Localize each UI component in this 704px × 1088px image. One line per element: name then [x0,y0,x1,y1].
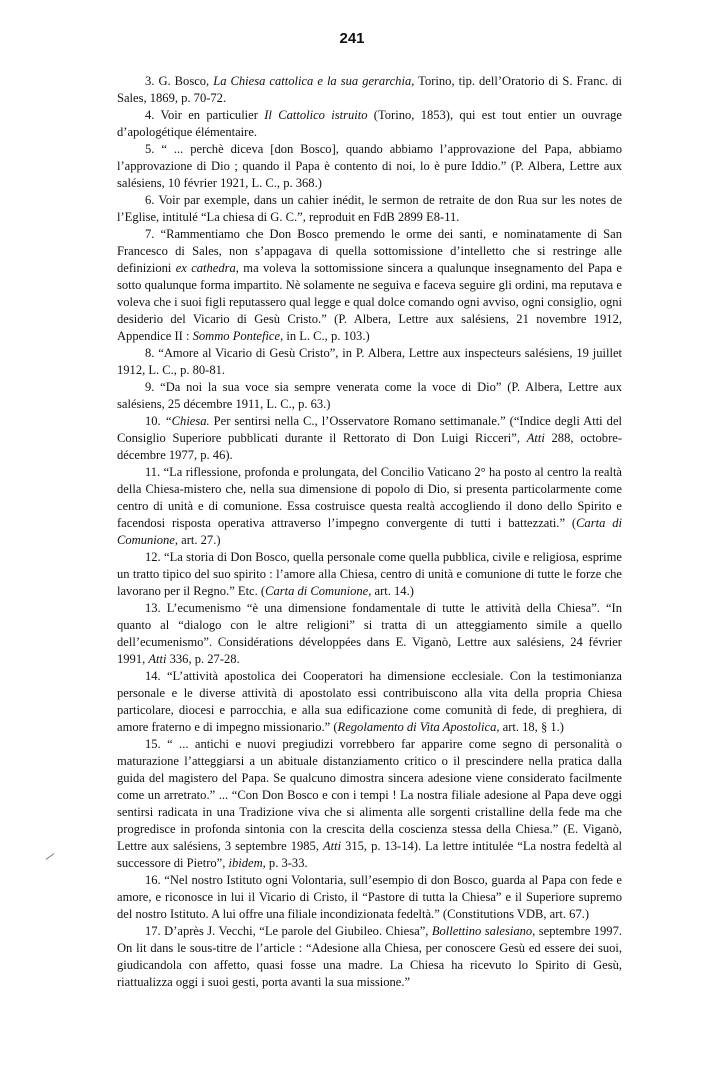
footnote-number: 8 [145,346,152,360]
footnote-text: 315, p. 13-14). La lettre intitulée “La nostra fedeltà al successore di Pietro”, [117,839,622,870]
footnote-text: “La storia di Don Bosco, quella personale come quella pubblica, civile e religiosa, esprime un tratto tipico del suo spirito : l’amore alla Chiesa, centro di unità e comunione di tutte le forze che lavorano per il Regno.” Etc. ( [117,550,622,598]
footnote: 5. “ ... perchè diceva [don Bosco], quando abbiamo l’approvazione del Papa, abbiamo l’approvazione di Dio ; quando il Papa è contento di noi, lo è pure Iddio.” (P. Albera, Lettre aux salésiens, 10 février 1921, L. C., p. 368.) [117,142,622,190]
footnote-number: 11 [145,465,158,479]
footnote-italic-text: Il Cattolico istruito [264,108,368,122]
page-number: 241 [339,30,365,47]
footnote-number: 13 [145,601,158,615]
footnote-text: (Torino, 1853), qui est tout entier un ouvrage d’apologétique élémentaire. [117,108,622,139]
footnote-number: 16 [145,873,158,887]
footnote-text: “Nel nostro Istituto ogni Volontaria, sull’esempio di don Bosco, guarda al Papa con fede e amore, e riconosce in lui il Vicario di Cristo, il “Pastore di tutta la Chiesa” e il Superiore supremo del nostro Istituto. A lui offre una filiale incondizionata fedeltà.” (Constitutions VDB, art. 67.) [117,873,622,921]
footnote: 3. G. Bosco, La Chiesa cattolica e la sua gerarchia, Torino, tip. dell’Oratorio di S. Franc. di Sales, 1869, p. 70-72. [117,74,622,105]
footnote-text: “ ... perchè diceva [don Bosco], quando abbiamo l’approvazione del Papa, abbiamo l’approvazione di Dio ; quando il Papa è contento di noi, lo è pure Iddio.” (P. Albera, Lettre aux salésiens, 10 février 1921, L. C., p. 368.) [117,142,622,190]
footnote: 11. “La riflessione, profonda e prolungata, del Concilio Vaticano 2° ha posto al centro la realtà della Chiesa-mistero che, nella sua dimensione di popolo di Dio, si presenta particolarmente come centro di unità e di comunione. Essa costruisce questa realtà accogliendo il dono dello Spirito e facendosi risposta operativa attraverso l’impegno convergente di tutti i battezzati.” (Carta di Comunione, art. 27.) [117,465,622,547]
footnote-text: ma voleva la sottomissione sincera a qualunque insegnamento del Papa e sotto qualunque forma impartito. Nè solamente ne seguiva e faceva seguire gli ordini, ma reputava e voleva che i suoi figli reputassero qual legge e qual dolce comando ogni avviso, ogni consiglio, ogni desiderio del Vicario di Gesù Cristo.” (P. Albera, Lettre aux salésiens, 21 novembre 1912, Appendice II : [117,261,622,343]
footnote: 15. “ ... antichi e nuovi pregiudizi vorrebbero far apparire come segno di personalità o maturazione l’atteggiarsi a un abituale distanziamento critico o il prescindere nella pratica dalla guida del magistero del Papa. Se qualcuno dimostra sincera adesione viene considerato facilmente come un arretrato.” ... “Con Don Bosco e con i tempi ! La nostra filiale adesione al Papa deve oggi sentirsi radicata in una Tradizione viva che si alimenta alle sorgenti cristalline della fede ma che progredisce in profonda sintonia con la crescita della coscienza stessa della Chiesa.” (E. Viganò, Lettre aux salésiens, 3 septembre 1985, Atti 315, p. 13-14). La lettre intitulée “La nostra fedeltà al successore di Pietro”, ibidem, p. 3-33. [117,737,623,870]
footnote-text: G. Bosco, [158,74,214,88]
footnote-number: 12 [145,550,158,564]
footnote-italic-text: Sommo Pontefice, [192,329,284,343]
footnote-text: L’ecumenismo “è una dimensione fondamentale di tutte le attività della Chiesa”. “In quanto al “dialogo con le altre religioni” si tratta di un atteggiamento simile a quello dell’ecumenismo”. Considérations développées dans E. Viganò, Lettre aux salésiens, 24 février 1991, [117,601,622,666]
footnote-number: 15 [145,737,158,751]
footnote-text: “Rammentiamo che Don Bosco premendo le orme dei santi, e nominatamente di San Francesco di Sales, non s’appagava di quella sottomissione d’intelletto che si restringe alle definizioni [117,227,622,275]
footnote-number: 5 [145,142,152,156]
footnote: 12. “La storia di Don Bosco, quella personale come quella pubblica, civile e religiosa, esprime un tratto tipico del suo spirito : l’amore alla Chiesa, centro di unità e comunione di tutte le forze che lavorano per il Regno.” Etc. (Carta di Comunione, art. 14.) [117,550,622,598]
footnote: 14. “L’attività apostolica dei Cooperatori ha dimensione ecclesiale. Con la testimonianza personale e le diverse attività di apostolato essi contribuiscono alla vita della propria Chiesa particolare, diocesi e parrocchia, e alla sua edificazione come comunità di fede, di preghiera, di amore fraterno e di impegno missionario.” (Regolamento di Vita Apostolica, art. 18, § 1.) [117,669,622,734]
footnote: 6. Voir par exemple, dans un cahier inédit, le sermon de retraite de don Rua sur les notes de l’Eglise, intitulé “La chiesa di G. C.”, reproduit en FdB 2899 E8-11. [117,193,623,224]
footnote-text: “Amore al Vicario di Gesù Cristo”, in P. Albera, Lettre aux inspecteurs salésiens, 19 juillet 1912, L. C., p. 80-81. [117,346,622,377]
footnote-text: Voir par exemple, dans un cahier inédit, le sermon de retraite de don Rua sur les notes de l’Eglise, intitulé “La chiesa di G. C.”, reproduit en FdB 2899 E8-11. [117,193,623,224]
footnote: 7. “Rammentiamo che Don Bosco premendo le orme dei santi, e nominatamente di San Francesco di Sales, non s’appagava di quella sottomissione d’intelletto che si restringe alle definizioni ex cathedra, ma voleva la sottomissione sincera a qualunque insegnamento del Papa e sotto qualunque forma impartito. Nè solamente ne seguiva e faceva seguire gli ordini, ma reputava e voleva che i suoi figli reputassero qual legge e qual dolce comando ogni avviso, ogni consiglio, ogni desiderio del Vicario di Gesù Cristo.” (P. Albera, Lettre aux salésiens, 21 novembre 1912, Appendice II : Sommo Pontefice, in L. C., p. 103.) [117,227,622,343]
footnote-text: Voir en particulier [160,108,265,122]
footnote-text: art. 14.) [371,584,414,598]
footnote-number: 17 [145,924,158,938]
footnote-number: 3 [145,74,152,88]
footnote-italic-text: Atti [148,652,167,666]
footnote-text: in L. C., p. 103.) [283,329,370,343]
footnote-text: 336, p. 27-28. [166,652,240,666]
footnote: 8. “Amore al Vicario di Gesù Cristo”, in P. Albera, Lettre aux inspecteurs salésiens, 19 juillet 1912, L. C., p. 80-81. [117,346,622,377]
footnote-text: art. 27.) [178,533,221,547]
footnote: 4. Voir en particulier Il Cattolico istruito (Torino, 1853), qui est tout entier un ouvrage d’apologétique élémentaire. [117,108,622,139]
margin-mark [46,853,55,860]
footnote-text: “La riflessione, profonda e prolungata, del Concilio Vaticano 2° ha posto al centro la realtà della Chiesa-mistero che, nella sua dimensione di popolo di Dio, si presenta particolarmente come centro di unità e di comunione. Essa costruisce questa realtà accogliendo il dono dello Spirito e facendosi risposta operativa attraverso l’impegno convergente di tutti i battezzati.” ( [117,465,622,530]
footnote-text: “L’attività apostolica dei Cooperatori ha dimensione ecclesiale. Con la testimonianza personale e le diverse attività di apostolato essi contribuiscono alla vita della propria Chiesa particolare, diocesi e parrocchia, e alla sua edificazione come comunità di fede, di preghiera, di amore fraterno e di impegno missionario.” ( [117,669,622,734]
footnote-number: 6 [145,193,152,207]
footnote-text: septembre 1997. On lit dans le sous-titre de l’article : “Adesione alla Chiesa, per conoscere Gesù ed essere dei suoi, giudicandola con affetto, quasi fosse una madre. La Chiesa ha ricevuto lo Spirito di Gesù, riattualizza oggi i suoi gesti, porta avanti la sua missione.” [117,924,622,989]
footnote-italic-text: Carta di Comunione, [117,516,622,547]
footnote-italic-text: Atti [526,431,545,445]
footnote-italic-text: ex cathedra, [175,261,239,275]
footnote: 10. “Chiesa. Per sentirsi nella C., l’Osservatore Romano settimanale.” (“Indice degli Atti del Consiglio Superiore pubblicati durante il Rettorato di Don Luigi Ricceri”, Atti 288, octobre-décembre 1977, p. 46). [117,414,623,462]
footnote-number: 14 [145,669,158,683]
footnote-text: p. 3-33. [265,856,308,870]
footnote-italic-text: Regolamento di Vita Apostolica, [337,720,500,734]
footnote-italic-text: La Chiesa cattolica e la sua gerarchia, [213,74,415,88]
footnote-italic-text: ibidem, [228,856,266,870]
footnote-text: Per sentirsi nella C., l’Osservatore Romano settimanale.” (“Indice degli Atti del Consiglio Superiore pubblicati durante il Rettorato di Don Luigi Ricceri”, [117,414,623,445]
footnote-italic-text: Atti [322,839,342,853]
footnote: 9. “Da noi la sua voce sia sempre venerata come la voce di Dio” (P. Albera, Lettre aux salésiens, 25 décembre 1911, L. C., p. 63.) [117,380,622,411]
footnote-number: 7 [145,227,152,241]
footnote-text: art. 18, § 1.) [499,720,564,734]
footnote-text: D’après J. Vecchi, “Le parole del Giubileo. Chiesa”, [164,924,432,938]
footnotes [117,73,622,991]
footnote-text: 288, octobre-décembre 1977, p. 46). [117,431,623,462]
footnote-text: “ ... antichi e nuovi pregiudizi vorrebbero far apparire come segno di personalità o maturazione l’atteggiarsi a un abituale distanziamento critico o il prescindere nella pratica dalla guida del magistero del Papa. Se qualcuno dimostra sincera adesione viene considerato facilmente come un arretrato.” ... “Con Don Bosco e con i tempi ! La nostra filiale adesione al Papa deve oggi sentirsi radicata in una Tradizione viva che si alimenta alle sorgenti cristalline della fede ma che progredisce in profonda sintonia con la crescita della coscienza stessa della Chiesa.” (E. Viganò, Lettre aux salésiens, 3 septembre 1985, [117,737,623,853]
footnote-number: 4 [145,108,152,122]
footnote: 16. “Nel nostro Istituto ogni Volontaria, sull’esempio di don Bosco, guarda al Papa con fede e amore, e riconosce in lui il Vicario di Cristo, il “Pastore di tutta la Chiesa” e il Superiore supremo del nostro Istituto. A lui offre una filiale incondizionata fedeltà.” (Constitutions VDB, art. 67.) [117,873,622,921]
footnote-text: Torino, tip. dell’Oratorio di S. Franc. di Sales, 1869, p. 70-72. [117,74,622,105]
footnote-number: 10 [145,414,158,428]
footnote: 13. L’ecumenismo “è una dimensione fondamentale di tutte le attività della Chiesa”. “In quanto al “dialogo con le altre religioni” si tratta di un atteggiamento simile a quello dell’ecumenismo”. Considérations développées dans E. Viganò, Lettre aux salésiens, 24 février 1991, Atti 336, p. 27-28. [117,601,622,666]
footnote-text: “Da noi la sua voce sia sempre venerata come la voce di Dio” (P. Albera, Lettre aux salésiens, 25 décembre 1911, L. C., p. 63.) [117,380,622,411]
footnote-italic-text: Carta di Comunione, [265,584,372,598]
footnote: 17. D’après J. Vecchi, “Le parole del Giubileo. Chiesa”, Bollettino salesiano, septembre 1997. On lit dans le sous-titre de l’article : “Adesione alla Chiesa, per conoscere Gesù ed essere dei suoi, giudicandola con affetto, quasi fosse una madre. La Chiesa ha ricevuto lo Spirito di Gesù, riattualizza oggi i suoi gesti, porta avanti la sua missione.” [117,924,622,989]
footnote-italic-text: Bollettino salesiano, [431,924,536,938]
footnote-number: 9 [145,380,152,394]
footnote-italic-text: “Chiesa. [164,414,210,428]
